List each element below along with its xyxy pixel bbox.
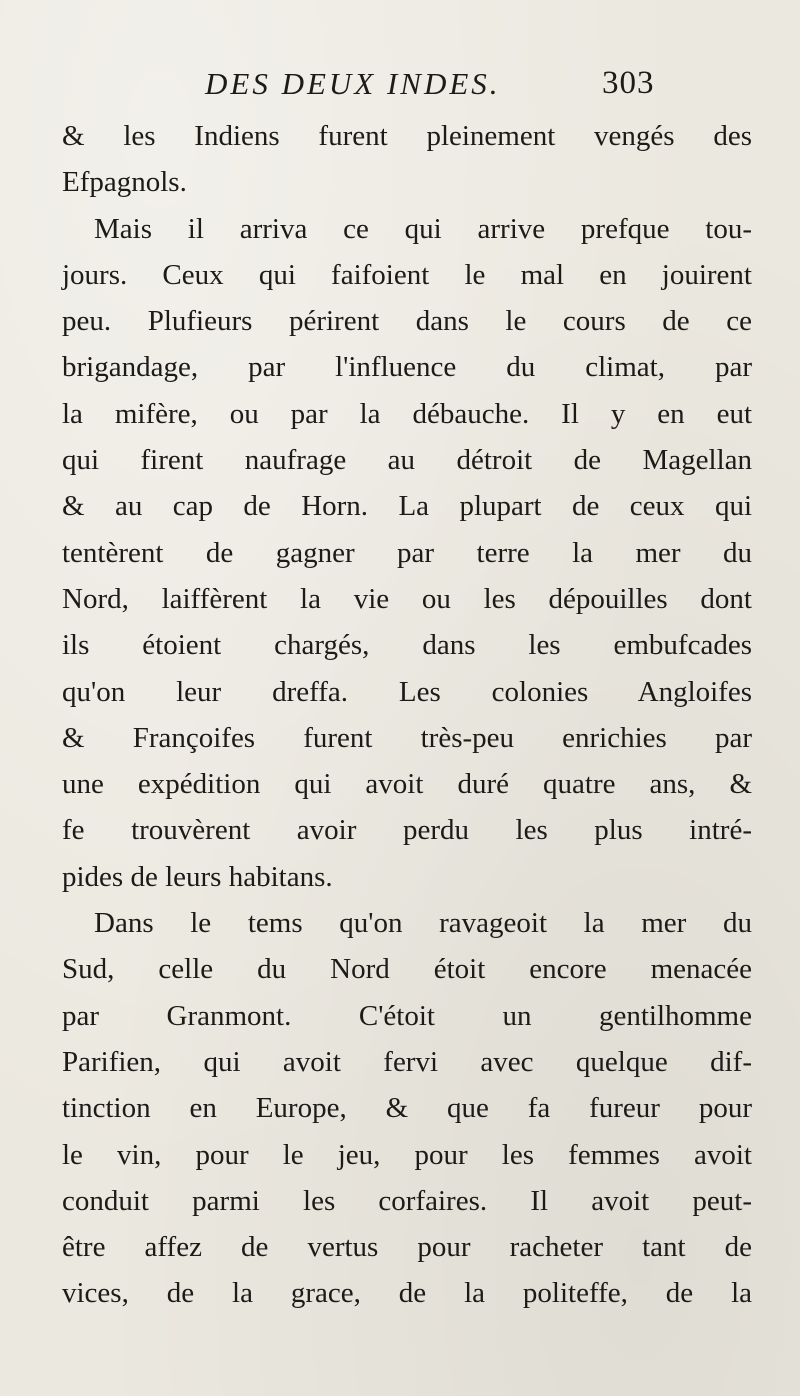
text-line: Parifien, qui avoit fervi avec quelque dif- (62, 1045, 752, 1078)
running-head-title: DES DEUX INDES. (205, 66, 501, 101)
text-line: la mifère, ou par la débauche. Il y en eut (62, 397, 752, 430)
text-line: brigandage, par l'influence du climat, par (62, 351, 752, 384)
running-head (205, 66, 675, 106)
text-line: une expédition qui avoit duré quatre ans, & (62, 768, 752, 801)
body-text (62, 113, 752, 1317)
text-line: qui firent naufrage au détroit de Magellan (62, 444, 752, 477)
text-line: Efpagnols. (62, 166, 187, 199)
text-line: & Françoifes furent très-peu enrichies par (62, 721, 752, 754)
text-line: & au cap de Horn. La plupart de ceux qui (62, 490, 752, 523)
text-line: être affez de vertus pour racheter tant de (62, 1231, 752, 1264)
text-line: conduit parmi les corfaires. Il avoit peut- (62, 1184, 752, 1217)
text-line: jours. Ceux qui faifoient le mal en jouirent (62, 258, 752, 291)
text-line: Dans le tems qu'on ravageoit la mer du (94, 907, 752, 940)
text-line: peu. Plufieurs périrent dans le cours de ce (62, 305, 752, 338)
text-line: par Granmont. C'étoit un gentilhomme (62, 999, 752, 1032)
text-line: fe trouvèrent avoir perdu les plus intré- (62, 814, 752, 847)
text-line: tinction en Europe, & que fa fureur pour (62, 1092, 752, 1125)
page-number: 303 (602, 65, 655, 101)
text-line: tentèrent de gagner par terre la mer du (62, 536, 752, 569)
text-line: & les Indiens furent pleinement vengés des (62, 120, 752, 152)
text-line: pides de leurs habitans. (62, 860, 333, 893)
text-line: Nord, laiffèrent la vie ou les dépouilles dont (62, 582, 752, 615)
text-line: qu'on leur dreffa. Les colonies Angloifes (62, 675, 752, 708)
text-line: vices, de la grace, de la politeffe, de la (62, 1277, 752, 1310)
text-line: Sud, celle du Nord étoit encore menacée (62, 953, 752, 986)
text-line: ils étoient chargés, dans les embufcades (62, 629, 752, 662)
text-line: le vin, pour le jeu, pour les femmes avoit (62, 1138, 752, 1171)
text-line: Mais il arriva ce qui arrive prefque tou- (94, 212, 752, 245)
